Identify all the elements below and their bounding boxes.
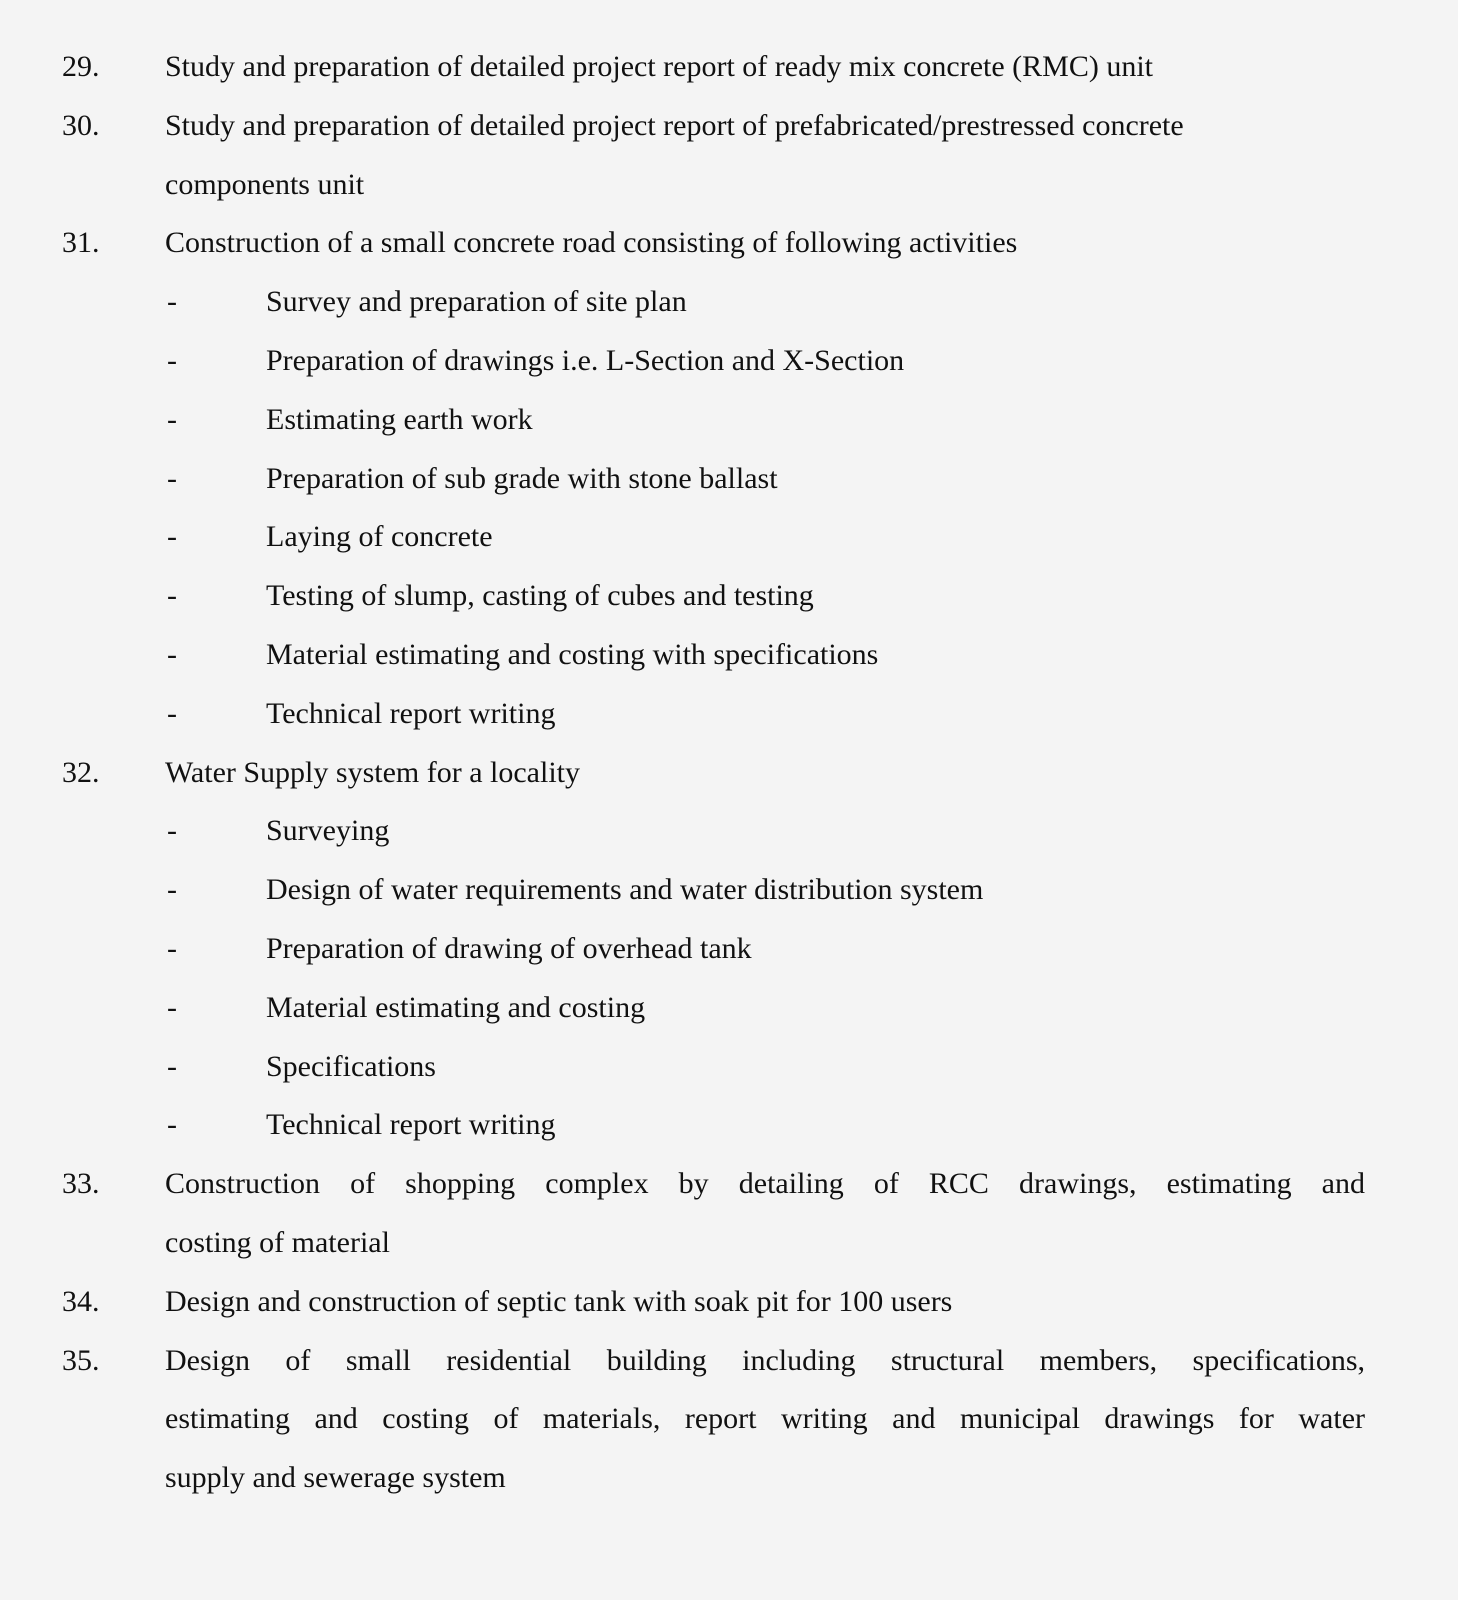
list-item-33-continuation [0,1214,1458,1273]
list-item-32 [0,744,1458,803]
sub-item-text: Estimating earth work [266,402,533,436]
sub-item [0,802,1458,861]
item-text: supply and sewerage system [165,1461,506,1495]
list-item-34 [0,1273,1458,1332]
sub-item [0,332,1458,391]
item-text: Construction of a small concrete road consisting of following activities [165,226,1018,260]
sub-item [0,567,1458,626]
sub-item-text: Specifications [266,1049,436,1083]
dash-bullet: - [167,814,177,848]
item-text: estimating and costing of materials, report writing and municipal drawings for water [165,1402,1365,1436]
item-text: Design of small residential building including structural members, specifications, [165,1343,1365,1377]
list-item-31 [0,214,1458,273]
dash-bullet: - [167,402,177,436]
item-text: components unit [165,167,365,201]
list-item-30 [0,97,1458,156]
list-item-29 [0,38,1458,97]
list-item-33 [0,1155,1458,1214]
item-text: Study and preparation of detailed project report of ready mix concrete (RMC) unit [165,50,1154,83]
document-page [0,38,1458,1508]
item-number: 29. [62,50,100,83]
list-item-35-continuation [0,1390,1458,1449]
item-number: 31. [62,226,100,260]
sub-item [0,508,1458,567]
sub-item-text: Preparation of drawings i.e. L-Section and X-Section [266,343,905,377]
sub-item-text: Material estimating and costing [266,990,646,1024]
sub-item [0,450,1458,509]
sub-item [0,1038,1458,1097]
item-number: 32. [62,755,100,789]
sub-item-text: Surveying [266,814,390,848]
item-number: 30. [62,108,100,142]
sub-item-text: Material estimating and costing with specifications [266,637,879,671]
dash-bullet: - [167,873,177,907]
item-text: Water Supply system for a locality [165,755,580,789]
sub-item-text: Testing of slump, casting of cubes and testing [266,579,814,613]
sub-item [0,920,1458,979]
item-text: Construction of shopping complex by detailing of RCC drawings, estimating and [165,1167,1365,1201]
item-number: 33. [62,1167,100,1201]
item-number: 35. [62,1343,100,1377]
dash-bullet: - [167,696,177,730]
item-number: 34. [62,1284,100,1318]
sub-item-text: Laying of concrete [266,520,493,554]
list-item-30-continuation [0,156,1458,215]
sub-item [0,1096,1458,1155]
dash-bullet: - [167,637,177,671]
sub-item [0,685,1458,744]
sub-item-text: Technical report writing [266,1108,556,1142]
sub-item-text: Preparation of sub grade with stone ballast [266,461,778,495]
dash-bullet: - [167,343,177,377]
sub-item-text: Technical report writing [266,696,556,730]
item-text: Design and construction of septic tank with soak pit for 100 users [165,1284,953,1318]
sub-item-text: Preparation of drawing of overhead tank [266,931,752,965]
dash-bullet: - [167,520,177,554]
dash-bullet: - [167,990,177,1024]
sub-item [0,626,1458,685]
sub-item [0,391,1458,450]
list-item-35 [0,1332,1458,1391]
item-text: costing of material [165,1225,390,1259]
sub-item [0,861,1458,920]
dash-bullet: - [167,285,177,319]
dash-bullet: - [167,931,177,965]
list-item-35-continuation [0,1449,1458,1508]
sub-item-text: Design of water requirements and water distribution system [266,873,984,907]
sub-item [0,979,1458,1038]
dash-bullet: - [167,1049,177,1083]
sub-item-text: Survey and preparation of site plan [266,285,687,319]
item-text: Study and preparation of detailed project report of prefabricated/prestressed concrete [165,108,1184,142]
dash-bullet: - [167,1108,177,1142]
sub-item [0,273,1458,332]
dash-bullet: - [167,461,177,495]
dash-bullet: - [167,579,177,613]
